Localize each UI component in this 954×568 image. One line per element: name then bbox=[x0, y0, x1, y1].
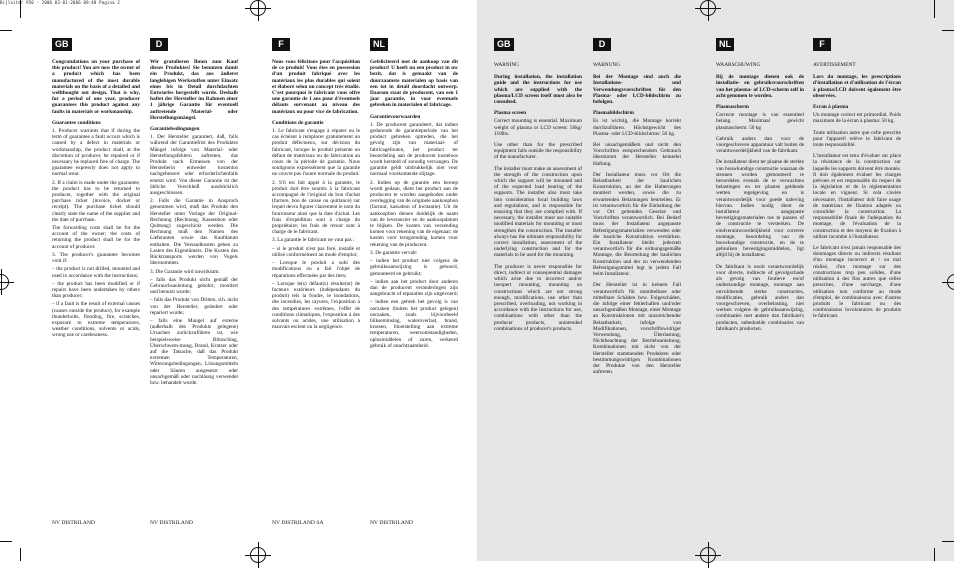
warning-paragraph: Toute utilisation autre que celle prescrite pour l'appareil relève le fabricant de toute responsabilité. bbox=[813, 129, 901, 149]
intro-text: During installation, the installation guide and the instructions for use which are supplied with the plasma/LCD screen itself must also be consulted. bbox=[494, 74, 582, 106]
warning-title: WARNING bbox=[494, 62, 520, 68]
column-f-warning bbox=[813, 38, 901, 325]
guarantee-item: 2. If a claim is made under the guarantee, the product has to be returned to producer, together with the original purchase ticket (invoice, docket or receipt). The purchase ticket should clearly state the name of the supplier and the date of purchase. bbox=[52, 179, 140, 223]
guarantee-item: – the product has been modified or if repairs have been undertaken by others than producer; bbox=[52, 280, 140, 300]
warning-paragraph: Bei unsachgemäßem und nicht den Vorschriften entsprechendem Gebrauch übernimmt der Hersteller keinerlei Haftung. bbox=[593, 142, 681, 167]
guarantee-item: 2. Falls die Garantie in Anspruch genommen wird, muß das Produkt den Hersteller unter Vorlage der Original-Rechnung (Rechnung, Kassenbon oder Quittung) zugeschickt werden. Die Rechnung muß den Namen des Lieferanten sowie das Kaufdatum enthalten. Die Versandkosten gehen zu Lasten des Eigentümers. Die Kosten des Rücktransports werden von Vogels übernommen. bbox=[150, 198, 238, 267]
intro-text: Bei der Montage sind auch die Installations- und Verwendungsvorschriften für den Plasma- oder LCD-bildschirm zu befolgen. bbox=[593, 74, 681, 106]
registration-mark bbox=[700, 0, 716, 16]
language-badge: NL bbox=[716, 38, 734, 51]
language-badge: D bbox=[593, 38, 611, 51]
company-footer: NV DISTRILAND bbox=[52, 520, 95, 526]
intro-text: Nous vous félicitons pour l'acquisition de ce produit! Vous êtes en possession d'un produit fabriqué avec les matériaux les plus durables qui soient et élaboré selon un concept très étudié. C'est pourquoi le fabricant vous offre une garantie de 1 ans pour d'éventuels défauts survenant au niveau des matériaux ou pour vice de fabrication. bbox=[272, 59, 360, 115]
registration-mark bbox=[0, 274, 9, 290]
guarantee-item: – Lorsque le(s) défaut(s) résulte(nt) de facteurs extérieurs (indépendants du produit) tels la foudre, le inondations, des incendies, les rayures, l'exposition à des températures extrêmes, l'effet de conditions climatiques, l'exposition à des solvants ou acides, une utilisation à mauvais escient ou la négligence. bbox=[272, 280, 360, 331]
guarantee-item: – si le produit n'est pas foré, installé et utilisé conformément au mode d'emploi; bbox=[272, 245, 360, 258]
language-badge: F bbox=[272, 38, 290, 51]
guarantee-item: – indien aan het product door anderen dan de producent veranderingen zijn aangebracht of reparaties zijn uitgevoerd; bbox=[370, 278, 458, 298]
intro-text: Wir gratulieren Ihnen zum Kauf dieses Produktes! Sie benutzen damit ein Produkt, das aus äußerst langlebigen Werkstoffen unter Einsatz eines bis in Detail durchdachten Entwurfes hergestellt wurde. Deshalb haftet der Hersteller im Rahmen einer 1 jährige Garantie für eventuell auftretende Material- oder Herstellungsmängel. bbox=[150, 59, 238, 121]
section-heading: Plasma screen bbox=[494, 110, 527, 117]
guarantee-item: – falls das Produkt nicht gemäß der Gebrauchsanleitung gebohrt, montiert und benutzt wurde; bbox=[150, 276, 238, 296]
registration-mark bbox=[250, 0, 266, 16]
crop-mark bbox=[20, 0, 21, 18]
warning-paragraph: Use other than for the prescribed equipment falls outside the responsibility of the manufacturer. bbox=[494, 142, 582, 161]
column-nl-warning bbox=[716, 38, 804, 337]
warning-paragraph: Correct mounting is essential. Maximum weight of plasma or LCD screen: 50kg/ 110lbs. bbox=[494, 118, 582, 137]
guarantee-item: – falls eine Mangel auf externe (außerhalb des Produkts gelegene) Ursachen zurückzuführen ist, wie beispielsweise Blitzschlag, Überschwem-mung, Brand, Kratzer oder auf die Tatsache, daß das Produkt extremen Temperaturen, Witterungsbedingungen, Lösungsmitteln oder Säuren ausgesetzt oder unsachgemäß oder nachlässig verwendet bzw. behandelt wurde. bbox=[150, 317, 238, 386]
language-badge: F bbox=[813, 38, 831, 51]
guarantee-item: 2. Indien op de garantie een beroep wordt gedaan, dient het product aan de producent te worden aangeboden onder overlegging van de originele aankoopbon (factuur, kassabon of kwitantie). Uit de aankoopbon dienen duidelijk de naam van de leverancier en de aankoopdatum te blijken. De kosten van verzending komen voor rekening van de eigenaar; de kosten voor terugzending komen voor rekening van de producent. bbox=[370, 179, 458, 248]
warning-paragraph: Der Installateur muss vor Ort die Belastbarkeit der baulichen Konstruktion, an der die Halterungen montiert werden, sowie die zu erwartenden Belastungen beurteilen. Er ist verantwortlich für die Einhaltung der vor Ort geltenden Gesetze und Vorschriften verantwortlich. Bei Bedarf muss der Installateur angepasste Befestigungsmaterialien verwenden oder die bauliche Konstruktion verstärken. Ein Installateur bleibt jederzeit verantwortlich für die ordnungsgemäße Montage, die Beurteilung der baulichen Konstruktion und der zu verwendenden Befestigungsmittel legt in jedem Fall beim Installateur. bbox=[593, 171, 681, 278]
warning-paragraph: De fabrikant is nooit verantwoordelijk voor directe, indirecte of gevolgschade als gevolg van foutieve en/of ondeskundige montage, montage aan onvoldoende sterke constructies, modificaties, gebruik anders dan voorgeschreven, overbelasting, niet werken volgens de gebruiksaanwijzing, combinaties met andere dan fabrikant's producten, onbedoelde combinaties van fabrikant's producten. bbox=[716, 263, 804, 332]
column-nl-guarantee bbox=[370, 38, 458, 351]
guarantee-item: 1. De producent garandeert, dat indien gedurende de garantieperiode van het product gebreken optreden, die het gevolg zijn van materiaal- of fabricagefouten, het product ter beoordeling aan de producent kosteloos wordt hersteld of zonodig vervangen. De garantie geldt uitdrukkelijk niet voor normaal voorkomende slijtage. bbox=[370, 121, 458, 178]
guarantee-item: – if a fault is the result of external causes (causes outside the product), for example thunderbolts, flooding, fire, scratches, exposure to extreme temperatures, weather conditions, solvents or acids, wrong use or carelessness. bbox=[52, 301, 140, 339]
guarantee-item: The forwarding costs shall be for the account of the owner; the costs of returning the product shall be for the account of producer. bbox=[52, 225, 140, 250]
column-d-guarantee bbox=[150, 38, 238, 388]
column-gb-guarantee bbox=[52, 38, 140, 341]
column-gb-warning bbox=[494, 38, 582, 337]
warning-paragraph: Der Hersteller ist in keinem Fall verantwortlich für unmittelbare oder mittelbare Schäden bzw. Folgeschäden, die infolge einer fehlerhaften und/oder unsachgemäßen Montage, einer Montage an Konstruktionen mit unzureichender Belastbarkeit, infolge von Modifikationen, vorschriftswidriger Verwendung, Überlastung, Nichtbeachtung der Betriebsanleitung, Kombinationen mit nicht von der Hersteller stammenden Produkten oder bestimmungswidrigen Kombinationen der Produkte von den Hersteller auftreten. bbox=[593, 282, 681, 376]
warning-title: AVERTISSEMENT bbox=[813, 62, 856, 68]
print-header: Bijlaiter 950 - 2006 03-01-2006 09:48 Pagina 2 bbox=[0, 0, 120, 5]
guarantee-item: 3. De garantie vervalt: bbox=[370, 249, 418, 256]
section-heading: Ecran à plasma bbox=[813, 104, 849, 111]
column-d-warning bbox=[593, 38, 681, 380]
guarantee-item: 3. Die Garantie wird unwirksam: bbox=[150, 268, 220, 275]
guarantee-item: – the product is not drilled, mounted and used in accordance with the instructions; bbox=[52, 266, 140, 279]
guarantee-item: – falls das Produkt von Dritten, d.h. nicht von der Hersteller, geändert oder repariert wurde; bbox=[150, 297, 238, 316]
crop-mark bbox=[0, 30, 12, 31]
guarantee-item: 3. La garantie le fabricant ne vaut pas : bbox=[272, 237, 355, 244]
section-heading: Garantiebedingungen bbox=[150, 126, 200, 133]
warning-paragraph: L'installateur est tenu d'évaluer sur place la résistance de la construction sur laquelle les supports doivent être montés. Il doit également évaluer les charges prévues et est responsable du respect de la législation et de la réglementation locale en vigueur. Si cela s'avère nécessaire, l'installateur doit faire usage de matériaux de fixation adaptés ou consolider la construction. La responsabilité finale de l'adéquation du montage, de l'évaluation de la construction et des moyens de fixation à utiliser incombe à l'installateur. bbox=[813, 153, 901, 240]
company-footer: NV DISTRILAND bbox=[150, 520, 193, 526]
guarantee-item: 1. Le fabricant s'engage à réparer ou le cas échéant à remplacer gratuitement un produit défectueux, sur décision du fabricant, lorsque le produit présente un défaut de matériaux ou de fabrication au cours de la période de garantie. Nous soulignons expressément que la garantie ne couvre pas l'usure normale du produit. bbox=[272, 128, 360, 178]
crop-mark bbox=[934, 548, 935, 561]
company-footer: NV DISTRILAND SA bbox=[272, 520, 324, 526]
intro-text: Congratulations on your purchase of this product! You are now the owner of a product which has been manufactured of the most durable materials on the basis of a detailed and wellthought out design. That is why, for a period of one year, producer guarantees this product against any faults in materials or workmanship. bbox=[52, 59, 140, 115]
guarantee-item: – indien een gebrek het gevolg is van oorzaken (buiten het product gelegen) oorzaken, zoals bijvoorbeeld blikseminslag, wateroverlast, brand, krassen, blootstelling aan extreme temperaturen, weersomstandigheden, oplosmiddelen of zuren, verkeerd gebruik of onachtzaamheid. bbox=[370, 299, 458, 349]
intro-text: Bij de montage dienen ook de installatie- en gebruiksvoorschriften van het plasma- of LCD-scherm zelf in acht genomen te worden. bbox=[716, 74, 804, 99]
crop-mark bbox=[20, 548, 21, 561]
intro-text: Lors du montage, les prescriptions d'installation et d'utilisation de l'écran à plasma/LCD doivent également être observées. bbox=[813, 74, 901, 99]
warning-paragraph: The installer must make an assessment of the strength of the construction upon which the support will be mounted and of the expected load bearing of the supports. The installer also must take into consideration local building laws and regulations, and is responsible for ensuring that they are complied with. If necessary, the installer must use suitable modified materials for mounting or must strengthen the construction. The installer always has the ultimate responsibility for correct installation, assessment of the underlying construction and for the materials to be used for the mounting. bbox=[494, 165, 582, 259]
section-heading: Garantievoorwaarden bbox=[370, 113, 421, 120]
crop-mark bbox=[0, 541, 12, 542]
section-heading: Plasmascherm bbox=[716, 104, 749, 111]
warning-paragraph: De installateur dient ter plaatse de sterkte van bouwkundige constructie waaraan de steunen worden gemonteerd te beoordelen evenals de te verwachten belastingen en ter plaatse geldende wetten regelgeving en is verantwoordelijk voor goede naleving hiervan. Indien nodig dient de installateur aangepaste bevestigingsmaterialen toe te passen of de constructie te versterken. De eindverantwoordelijkheid voor correcte montage, beoordeling van de bouwkundige constructie, en de te gebruiken bevestigingsmiddelen, ligt altijd bij de installateur. bbox=[716, 159, 804, 259]
intro-text: Gefeliciteerd met de aankoop van dit product! U heeft nu een product in uw bezit, dat is gemaakt van de duurzaamste materialen op basis van een tot in detail doordacht ontwerp. Daarom staat de producent, van een 1 jaar garantie, in voor eventuele gebreken in materialen of fabricage. bbox=[370, 59, 458, 109]
column-f-guarantee bbox=[272, 38, 360, 332]
warning-paragraph: Gebruik anders dan voor de voorgeschreven apparatuur valt buiten de verantwoordelijkheid van de fabrikant. bbox=[716, 135, 804, 155]
language-badge: NL bbox=[370, 38, 388, 51]
crop-mark bbox=[942, 541, 954, 542]
warning-paragraph: Correcte montage is van essentieel belang. Maximaal gewicht plasmascherm: 50 kg bbox=[716, 112, 804, 131]
warning-paragraph: The producer is never responsible for direct, indirect or consequential damages which arise due to incorrect and/or inexpert mounting, mounting on constructions which are not strong enough, modifications, use other than prescribed, overloading, not working in accordance with the instructions for use, combinations with other than the producer products, unintended combinations of producer's products. bbox=[494, 263, 582, 332]
section-heading: Conditions de garantie bbox=[272, 119, 324, 126]
guarantee-item: – indien het product niet volgens de gebruiksaanwijzing is geboord, gemonteerd en gebruikt; bbox=[370, 258, 458, 277]
section-heading: Guarantee conditions bbox=[52, 119, 101, 126]
guarantee-item: 1. Producer warrants that if during the term of guarantee a fault occurs which is caused by a defect in materials or workmanship, the product shall, at the discretion of producer, be repaired or if necessary be replaced free of charge. The guarantee expressly does not apply to normal wear. bbox=[52, 128, 140, 178]
guarantee-item: 1. Der Hersteller garantiert, daß, falls während der Garantiefrist des Produktes Mängel infolge von Material- oder Herstellungsfehlern auftreten, das Produkt nach Ermessen von der Herstellerin entweder kostenlos nachgebessert oder erforderlichenfalls ersetzt wird. Von dieser Garantie ist der übliche Verschleiß ausdrücklich ausgeschlossen. bbox=[150, 134, 238, 197]
warning-paragraph: Un montage correct est primordial. Poids maximum de la écran à plasma: 50 kg. bbox=[813, 112, 901, 125]
warning-title: WARNUNG bbox=[593, 62, 621, 68]
language-badge: D bbox=[150, 38, 168, 51]
language-badge: GB bbox=[52, 38, 72, 51]
warning-paragraph: Es ist wichtig, die Montage korrekt durchzuführen. Höchstgewicht des Plasma- oder LCD-bildschirms: 50 kg. bbox=[593, 118, 681, 137]
language-badge: GB bbox=[494, 38, 514, 51]
guarantee-item: 2. S'il est fait appel à la garantie, le produit doit être soumis à la fabricant accompagné de l'original du bon d'achat (facture, bon de caisse ou quittance) sur lequel devra figurer clairement le nom du fournisseur ainsi que la date d'achat. Les frais d'expédition sont à charge du propriétaire; les frais de retour sont à charge de le fabricant. bbox=[272, 179, 360, 236]
guarantee-item: 3. The producer's guarantee becomes void if: bbox=[52, 251, 140, 265]
crop-mark bbox=[934, 0, 935, 18]
crop-mark bbox=[942, 30, 954, 31]
company-footer: NV DISTRILAND bbox=[370, 520, 413, 526]
warning-title: WAARSCHUWING bbox=[716, 62, 761, 68]
guarantee-item: – Lorsque le produit a subi des modifications ou a fait l'objet de réparations effectuées par des tiers; bbox=[272, 260, 360, 279]
warning-paragraph: Le fabricant n'est jamais responsable des dommages directs ou indirects résultant d'un montage incorrect et / ou mal réalisé, d'un montage sur des constructions trop peu solides, d'une utilisation à des fins autres que celles prescrites, d'une surcharge, d'une utilisation non conforme au mode d'emploi, de combinaisons avec d'autres produits le fabricant ou des combinaisons involontaires de produits le fabricant. bbox=[813, 245, 901, 320]
section-heading: Plasmabildschirm bbox=[593, 110, 634, 117]
